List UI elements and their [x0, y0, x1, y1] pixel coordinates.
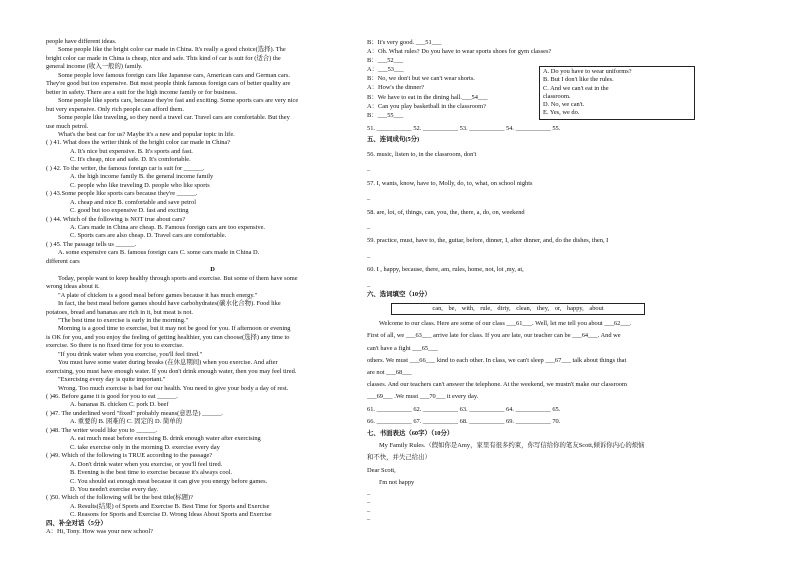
text-line: ( ) 42. To the writer, the famous foreign car is suit for ______.: [46, 164, 205, 172]
blank-line: _: [367, 489, 371, 497]
text-line: C. Sports cars are also cheap. D. Travel cars are comfortable.: [70, 232, 227, 240]
blank-line: _: [367, 514, 371, 522]
text-line: ( ) 41. What does the writer think of the bright color car made in China?: [46, 139, 231, 147]
text-line: exercising, you must have enough water. If you don't drink enough water, then you may feel tired.: [46, 367, 297, 375]
section5-items: [367, 145, 697, 290]
salutation: Dear Scott,: [367, 466, 396, 474]
text-line: "The best time to exercise is early in the morning.": [58, 316, 189, 324]
answer-blank: _: [367, 165, 371, 173]
answer-blank: _: [367, 280, 371, 288]
option-line: D. No, we can't.: [543, 101, 585, 109]
text-line: ( ) 45. The passage tells us ______.: [46, 240, 137, 248]
sentence-item: 56. music, listen to, in the classroom, don't: [367, 150, 477, 158]
answer-line-61-65: 61. ___________ 62. ___________ 63. ___________ 64. ___________ 65.: [367, 405, 561, 413]
dialog-line: B：___52___: [367, 57, 404, 65]
text-line: exercise. So there is no fixed time for you to exercise.: [46, 342, 184, 350]
text-line: "Exercising every day is quite important.": [58, 376, 166, 384]
text-line: ( ) 43.Some people like sports cars because they're ______.: [46, 190, 198, 198]
cloze-line: First of all, we ___63___ arrive late for class. If you are late, our teacher can be ___64___. And we: [367, 332, 621, 340]
right-column: [367, 38, 697, 523]
text-line: different cars: [46, 257, 80, 265]
text-line: ( )47. The underlined word "fixed" probably means(意思是) ______.: [46, 409, 223, 417]
text-line: is OK for you, and you enjoy the feeling of getting healthier, you can choose(选择) any time to: [46, 333, 290, 341]
text-line: general income (收入一般的) family.: [46, 63, 143, 71]
option-line: E. Yes, we do.: [543, 109, 580, 117]
text-line: Wrong. Too much exercise is bad for our health. You need to give your body a day of rest.: [58, 384, 289, 392]
option-line: classroom.: [543, 92, 571, 100]
letter-opening: I'm not happy: [379, 478, 415, 486]
text-line: ( )48. The writer would like you to ______.: [46, 426, 157, 434]
text-line: C. people who like traveling D. people who like sports: [70, 181, 210, 189]
text-line: B. Evening is the best time to exercise because it's always cool.: [70, 469, 233, 477]
section7-title: 七、书面表达（60字）（10分）: [367, 430, 454, 438]
text-line: A. Results(结果) of Sports and Exercise B. Best Time for Sports and Exercise: [70, 502, 270, 510]
writing-prompt-2: 和不快，并失己给出）: [367, 454, 431, 462]
text-line: Today, people want to keep healthy through sports and exercise. But some of them have some: [58, 274, 298, 282]
text-line: Morning is a good time to exercise, but it may not be good for you. If afternoon or evening: [58, 325, 291, 333]
section5-title: 五、连词成句(5分): [367, 136, 420, 144]
word-box: can, be, with, rule, dirty, clean, they, or, happy, about: [391, 303, 645, 315]
text-line: potatoes, bread and bananas are rich in it, but meat is not.: [46, 308, 193, 316]
text-line: ( )46. Before game it is good for you to eat ______.: [46, 393, 178, 401]
text-line: ( ) 44. Which of the following is NOT true about cars?: [46, 215, 186, 223]
cloze-line: others. We must ___66___ kind to each other. In class, we can't sleep ___67___ talk about things that: [367, 356, 627, 364]
text-line: A. the high income family B. the general income family: [70, 173, 214, 181]
text-line: A：Hi, Tony. How was your new school?: [46, 528, 153, 536]
cloze-line: Welcome to our class. Here are some of our class ___61___. Well, let me tell you about ___62___.: [379, 320, 632, 328]
dialog-line: A：How's the dinner?: [367, 84, 425, 92]
text-line: 四、补全对话（5分）: [46, 519, 107, 527]
sentence-item: 59. practice, must, have to, the, guitar, before, dinner, I, after dinner, and, do the dishes, then, I: [367, 237, 609, 245]
text-line: "A plate of chicken is a good meal before games because it has much energy.": [58, 291, 258, 299]
text-line: people have different ideas.: [46, 38, 117, 45]
cloze-line: classes. And our teachers can't answer the telephone. At the weekend, we mustn't make our classroom: [367, 381, 627, 389]
cloze-passage: [367, 318, 697, 403]
option-line: C. And we can't eat in the: [543, 84, 609, 92]
sentence-item: 57. I, wants, know, have to, Molly, do, to, what, on school nights: [367, 179, 533, 187]
text-line: C. It's cheap, nice and safe. D. It's comfortable.: [70, 156, 191, 164]
answer-line-66-70: 66. ___________ 67. ___________ 68. ___________ 69. ___________ 70.: [367, 417, 561, 425]
text-line: C. take exercise only in the morning D. exercise every day: [70, 443, 220, 451]
text-line: A. It's nice but expensive. B. It's sports and fast.: [70, 147, 193, 155]
text-line: bright color car made in China is cheap, nice and safe. This kind of car is suit for (适合) the: [46, 54, 281, 62]
dialog-line: B：It's very good. ___51___: [367, 39, 442, 46]
left-column: [46, 38, 379, 537]
text-line: You must have some water during breaks (在休息期间) when you exercise. And after: [58, 359, 278, 367]
text-line: A. some expensive cars B. famous foreign cars C. some cars made in China D.: [58, 249, 260, 257]
text-line: wrong ideas about it.: [46, 283, 100, 291]
text-line: What's the best car for us? Maybe it's a new and popular topic in life.: [58, 130, 235, 138]
dialog-line: B：___55___: [367, 111, 404, 119]
text-line: Some people like sports cars, because they're fast and exciting. Some sports cars are very nice: [58, 97, 299, 105]
text-line: A. bananas B. chicken C. pork D. beef: [70, 401, 169, 409]
cloze-line: can't have a fight ___65___: [367, 344, 438, 352]
text-line: D. You needn't exercise every day.: [70, 486, 159, 494]
dialog-line: A：___53___: [367, 66, 404, 74]
cloze-line: are not ___68___: [367, 369, 412, 376]
text-line: They're good but too expensive. But most people think famous foreign cars of better quality are: [46, 80, 291, 88]
sentence-item: 60. I , happy, because, there, am, rules, home, not, lot ,my, at,: [367, 266, 524, 274]
blank-line: _: [367, 497, 371, 505]
dialog-line: A：Can you play basketball in the classroom?: [367, 102, 486, 110]
text-line: Some people love famous foreign cars like Japanese cars, American cars and German cars.: [58, 71, 290, 79]
text-line: A. Don't drink water when you exercise, or you'll feel tired.: [70, 460, 223, 468]
text-line: A. eat much meat before exercising B. drink enough water after exercising: [70, 435, 261, 443]
answer-blank: _: [367, 251, 371, 259]
text-line: C. good but too expensive D. fast and exciting: [70, 207, 189, 215]
writing-prompt-1: My Family Rules.（假如你是Amy，家里有很多约束，你写信给你的笔友Scott,倾诉你内心的烦恼: [379, 442, 645, 450]
text-line: A. 重要的 B. 困难的 C. 固定的 D. 简单的: [70, 418, 183, 426]
text-line: In fact, the best meal before games should have carbohydrates(碳水化合物). Food like: [58, 300, 281, 308]
text-line: Some people like traveling, so they need a travel car. Travel cars are comfortable. But they: [58, 114, 290, 122]
cloze-line: ___69___ .We must ___70___ it every day.: [367, 393, 479, 401]
answer-blank: _: [367, 223, 371, 231]
text-line: A. cheap and nice B. comfortable and save petrol: [70, 198, 196, 206]
text-line: C. Reasons for Sports and Exercise D. Wrong Ideas About Sports and Exercise: [70, 511, 272, 519]
option-line: B. But I don't like the rules.: [543, 76, 614, 84]
text-line: better in safety. There are a suit for the high income family or for business.: [46, 88, 238, 96]
options-box: [539, 66, 695, 120]
section6-title: 六、选词填空（10分）: [367, 291, 431, 299]
text-line: C. You should eat enough meat because it can give you energy before games.: [70, 477, 268, 485]
blank-line: _: [367, 505, 371, 513]
text-line: D: [210, 266, 215, 274]
text-line: "If you drink water when you exercise, you'll feel tired.": [58, 350, 203, 358]
dialog-line: A：Oh. What rules? Do you have to wear sports shoes for gym classes?: [367, 48, 552, 56]
dialog-section: [367, 38, 697, 120]
text-line: Some people like the bright color car made in China. It's really a good choice(选择). The: [58, 46, 286, 54]
option-line: A. Do you have to wear uniforms?: [543, 68, 632, 75]
dialog-line: B：No, we don't but we can't wear shorts.: [367, 75, 475, 83]
sentence-item: 58. are, lot, of, things, can, you, the, there, a, do, on, weekend: [367, 208, 525, 216]
text-line: ( )50. Which of the following will be the best title(标题)?: [46, 494, 194, 502]
text-line: A. Cars made in China are cheap. B. Famous foreign cars are too expensive.: [70, 223, 266, 231]
text-line: but very expensive. Only rich people can afford them.: [46, 105, 184, 113]
answer-blank: _: [367, 194, 371, 202]
dialog-line: B：We have to eat in the dining hall.___54___: [367, 93, 488, 101]
text-line: use much petrol.: [46, 122, 89, 130]
answer-line-51-55: 51. ___________ 52. ___________ 53. ___________ 54. ___________ 55.: [367, 124, 561, 132]
text-line: ( )49. Which of the following is TRUE according to the passage?: [46, 452, 213, 460]
